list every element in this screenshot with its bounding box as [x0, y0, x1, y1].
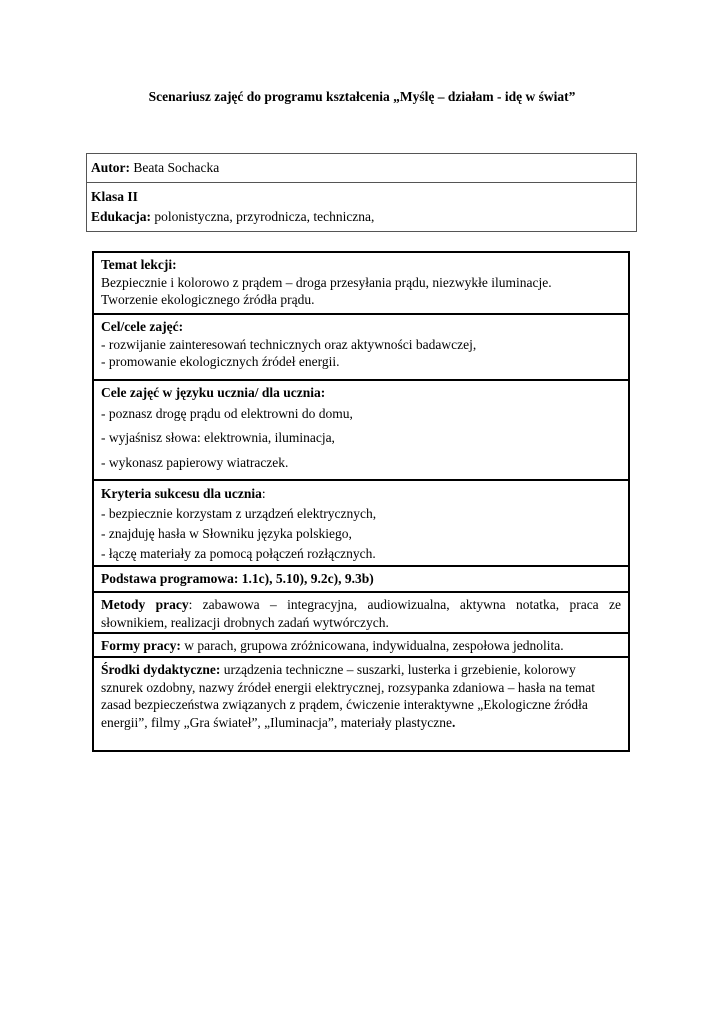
class-row [87, 182, 636, 231]
student-goal-item: - wyjaśnisz słowa: elektrownia, iluminacja, [101, 430, 335, 445]
goal-item: - promowanie ekologicznych źródeł energii. [101, 354, 340, 369]
education-line [91, 207, 632, 227]
curriculum-cell [94, 565, 628, 591]
student-goal-item: - wykonasz papierowy wiatraczek. [101, 454, 289, 470]
student-goals-cell [94, 379, 628, 479]
criteria-heading-suffix: : [261, 486, 266, 501]
goal-item: - rozwijanie zainteresowań technicznych oraz aktywności badawczej, [101, 336, 477, 352]
info-table [86, 153, 637, 232]
forms-text: w parach, grupowa zróżnicowana, indywidualna, zespołowa jednolita. [180, 638, 564, 653]
criteria-heading-line [101, 484, 621, 504]
criteria-item: - znajduję hasła w Słowniku języka polskiego, [101, 526, 352, 541]
forms-cell [94, 632, 628, 656]
topic-line-1: Bezpiecznie i kolorowo z prądem – droga przesyłania prądu, niezwykłe iluminacje. [101, 274, 552, 290]
document-title: Scenariusz zajęć do programu kształcenia „Myślę – działam - idę w świat” [148, 89, 576, 104]
author-row [87, 154, 636, 182]
student-goals-heading: Cele zajęć w języku ucznia/ dla ucznia: [101, 385, 326, 400]
author-value: Beata Sochacka [133, 160, 220, 175]
criteria-item: - łączę materiały za pomocą połączeń rozłącznych. [101, 546, 376, 561]
means-heading: Środki dydaktyczne: [101, 662, 221, 677]
education-value: polonistyczna, przyrodnicza, techniczna, [154, 209, 375, 224]
student-goal-item: - poznasz drogę prądu od elektrowni do domu, [101, 405, 353, 421]
lesson-table [92, 251, 630, 752]
means-cell [94, 656, 628, 750]
topic-line-2: Tworzenie ekologicznego źródła prądu. [101, 292, 315, 307]
methods-text: : zabawowa – integracyjna, audiowizualna, aktywna notatka, praca ze słownikiem, realizacji drobnych zadań wytwórczych. [101, 597, 622, 630]
education-label: Edukacja: [91, 209, 152, 224]
class-label: Klasa II [91, 189, 138, 204]
methods-heading: Metody pracy [101, 597, 189, 612]
means-end: . [451, 714, 456, 730]
topic-cell [94, 253, 628, 313]
author-label: Autor: [91, 160, 130, 175]
topic-heading: Temat lekcji: [101, 257, 177, 272]
goals-cell [94, 313, 628, 379]
criteria-heading: Kryteria sukcesu dla ucznia [101, 486, 262, 501]
methods-cell [94, 591, 628, 632]
means-text: urządzenia techniczne – suszarki, lusterka i grzebienie, kolorowy sznurek ozdobny, nazwy źródeł energii elektrycznej, rozsypanka zdaniowa – hasła na temat zasad bezpieczeństwa związanych z prądem, ćwiczenie interaktywne „Ekologiczne źródła energii”, filmy „Gra świateł”, „Iluminacja”, materiały plastyczne [101, 662, 596, 730]
criteria-item: - bezpiecznie korzystam z urządzeń elektrycznych, [101, 506, 377, 521]
goals-heading: Cel/cele zajęć: [101, 319, 184, 334]
forms-heading: Formy pracy: [101, 638, 181, 653]
criteria-cell [94, 479, 628, 565]
curriculum-text: Podstawa programowa: 1.1c), 5.10), 9.2c), 9.3b) [101, 571, 374, 586]
